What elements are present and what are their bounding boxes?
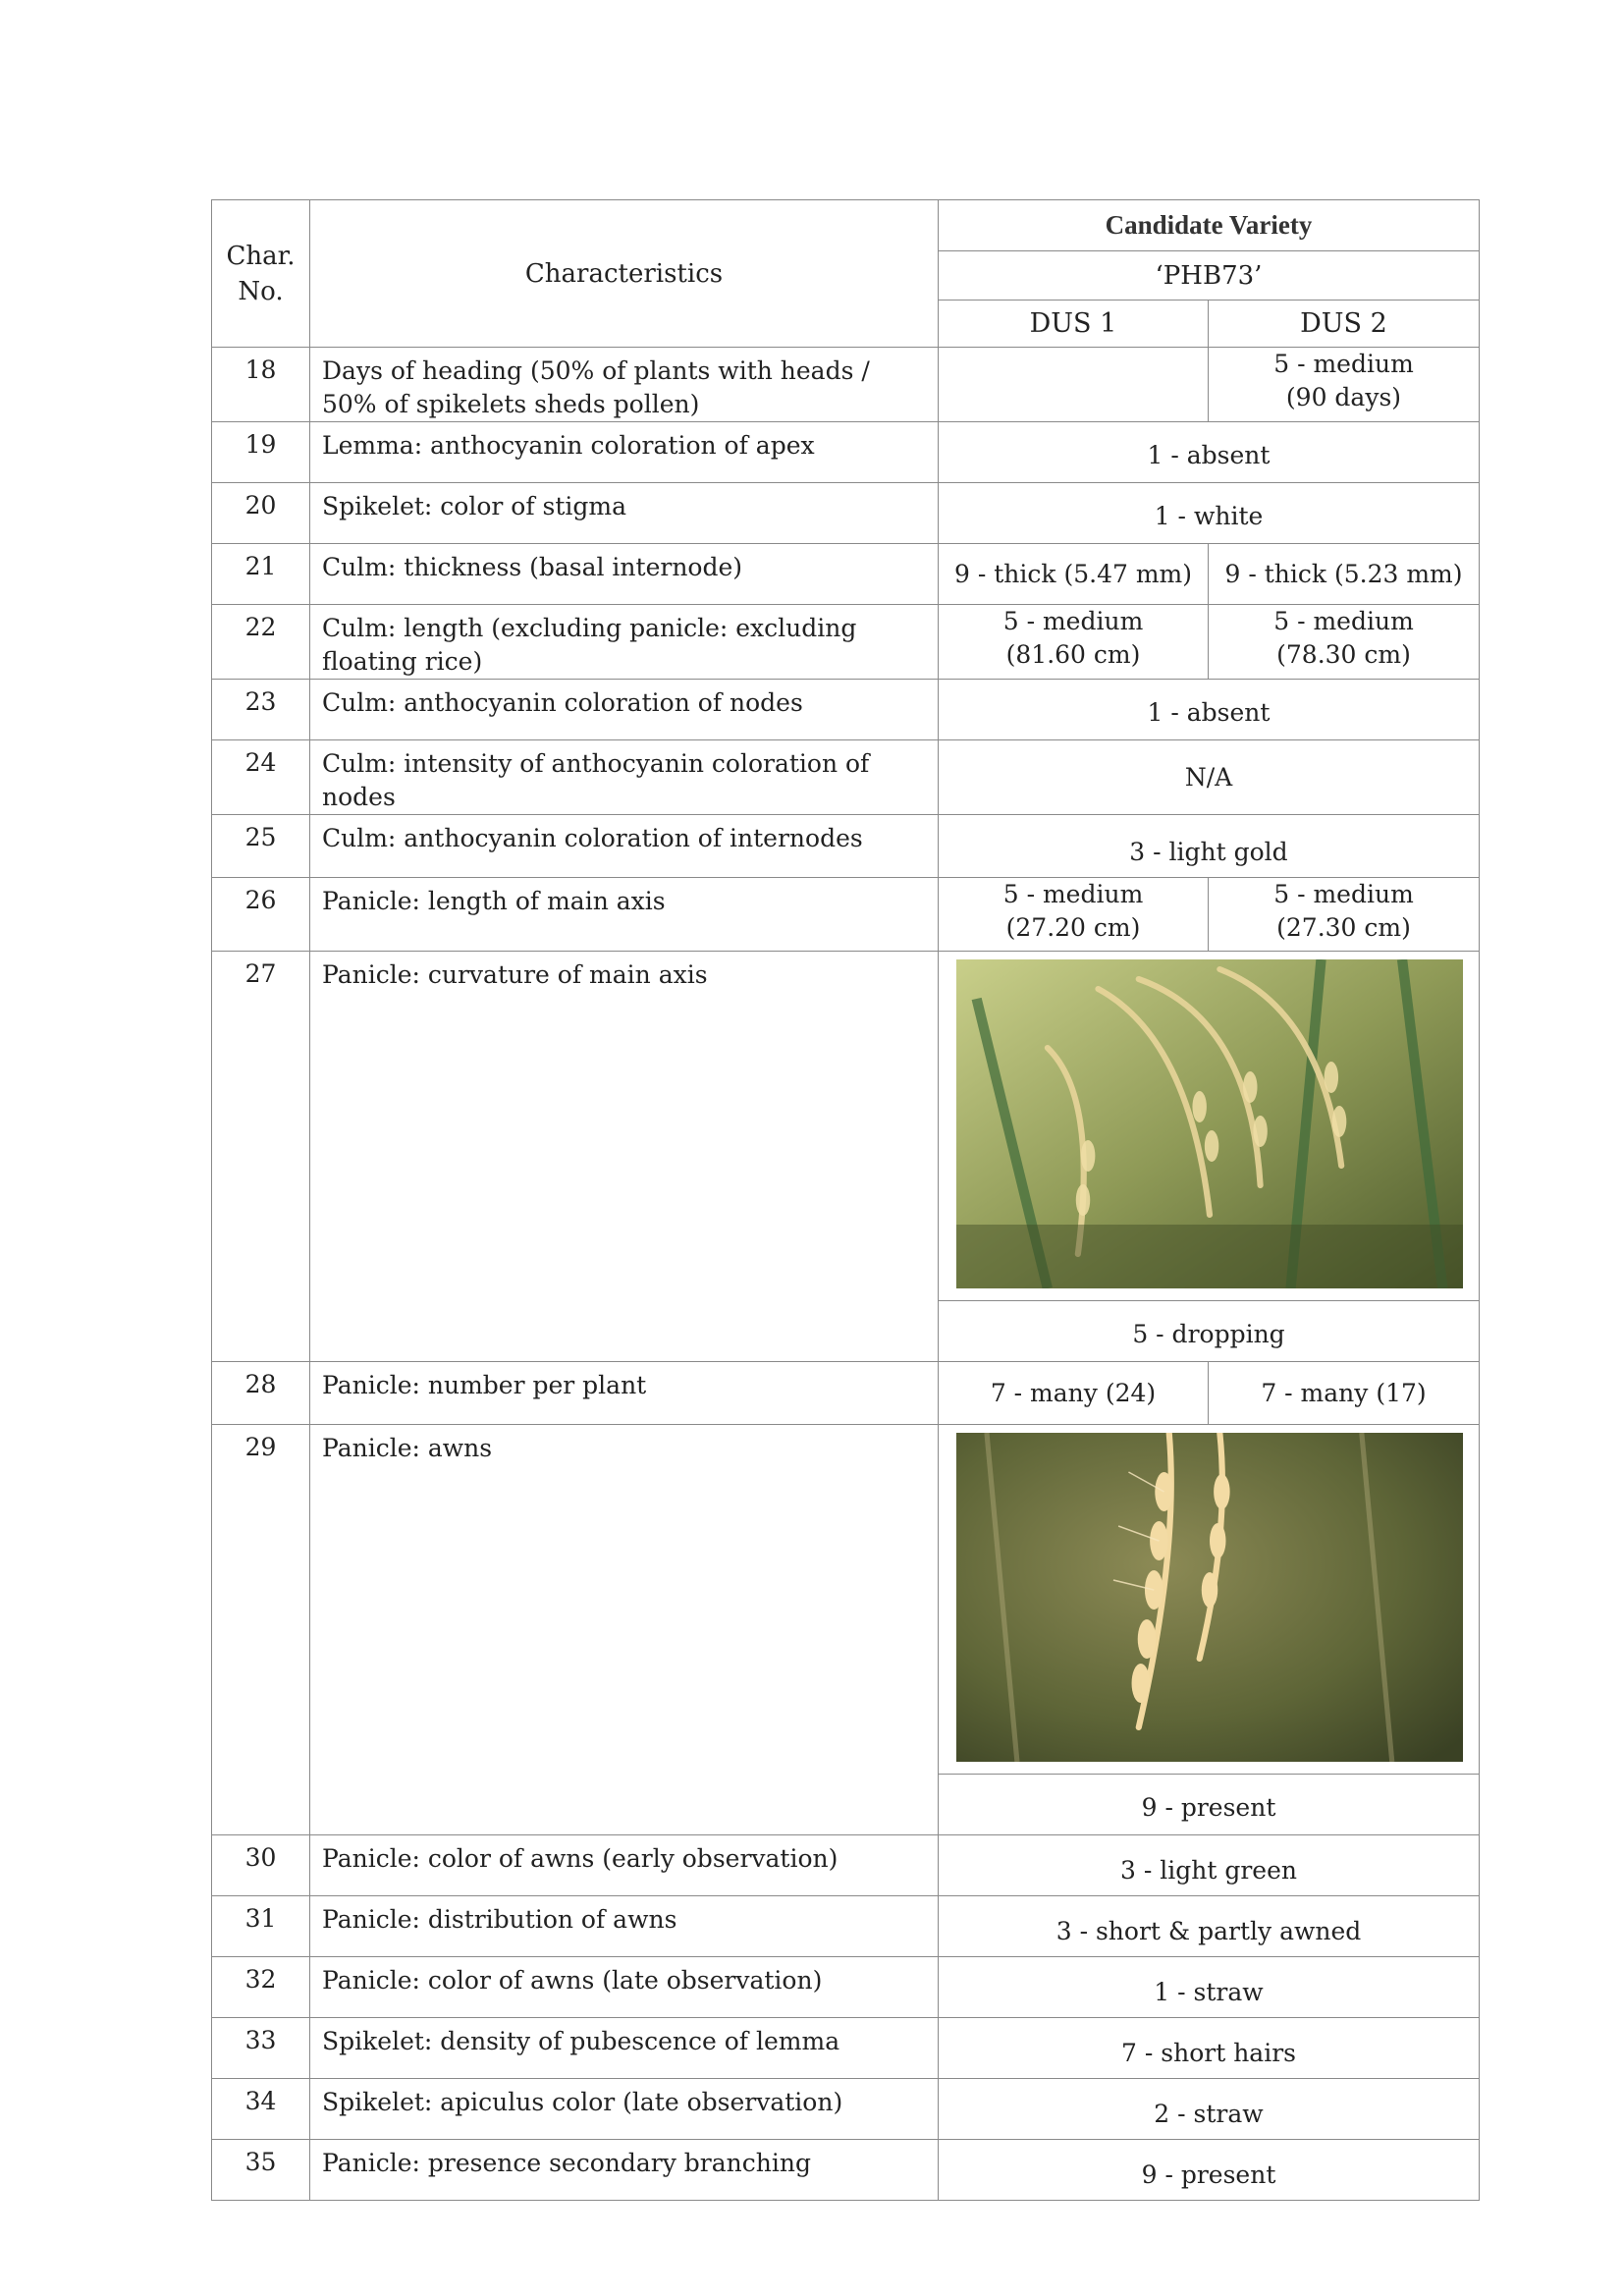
characteristic-text: Lemma: anthocyanin coloration of apex xyxy=(310,422,939,483)
photo-cell xyxy=(939,1425,1480,1775)
char-number: 22 xyxy=(212,605,310,680)
combined-value: 5 - dropping xyxy=(939,1301,1480,1362)
combined-value: 3 - light gold xyxy=(939,815,1480,878)
char-number: 32 xyxy=(212,1957,310,2018)
characteristic-text: Panicle: number per plant xyxy=(310,1362,939,1425)
combined-value: N/A xyxy=(939,740,1480,815)
characteristic-text: Spikelet: color of stigma xyxy=(310,483,939,544)
dus1-value: 9 - thick (5.47 mm) xyxy=(939,544,1209,605)
char-number: 26 xyxy=(212,878,310,952)
table-row xyxy=(212,878,1480,952)
table-row xyxy=(212,952,1480,1301)
characteristic-text: Panicle: color of awns (late observation) xyxy=(310,1957,939,2018)
characteristic-text: Spikelet: apiculus color (late observation) xyxy=(310,2079,939,2140)
combined-value: 3 - short & partly awned xyxy=(939,1896,1480,1957)
rice-panicle-photo xyxy=(956,959,1463,1288)
char-number: 33 xyxy=(212,2018,310,2079)
table-row xyxy=(212,1362,1480,1425)
dus1-value xyxy=(939,348,1209,422)
combined-value: 1 - white xyxy=(939,483,1480,544)
dus2-value: 5 - medium (78.30 cm) xyxy=(1209,605,1480,680)
char-number: 29 xyxy=(212,1425,310,1835)
characteristic-text: Culm: anthocyanin coloration of nodes xyxy=(310,680,939,740)
char-number: 19 xyxy=(212,422,310,483)
char-number: 24 xyxy=(212,740,310,815)
header-char-no: Char. No. xyxy=(212,200,310,348)
table-row xyxy=(212,2079,1480,2140)
table-row xyxy=(212,422,1480,483)
dus-characteristics-sheet xyxy=(211,199,1479,2201)
characteristic-text: Panicle: curvature of main axis xyxy=(310,952,939,1362)
characteristic-text: Spikelet: density of pubescence of lemma xyxy=(310,2018,939,2079)
characteristic-text: Panicle: awns xyxy=(310,1425,939,1835)
table-row xyxy=(212,1896,1480,1957)
dus2-value: 7 - many (17) xyxy=(1209,1362,1480,1425)
table-row xyxy=(212,1835,1480,1896)
characteristics-table xyxy=(211,199,1480,2201)
characteristic-text: Panicle: presence secondary branching xyxy=(310,2140,939,2201)
dus2-value: 5 - medium (90 days) xyxy=(1209,348,1480,422)
header-variety-name: ‘PHB73’ xyxy=(939,251,1480,301)
header-dus2: DUS 2 xyxy=(1209,301,1480,348)
combined-value: 3 - light green xyxy=(939,1835,1480,1896)
dus2-value: 9 - thick (5.23 mm) xyxy=(1209,544,1480,605)
table-row xyxy=(212,815,1480,878)
combined-value: 2 - straw xyxy=(939,2079,1480,2140)
characteristic-text: Panicle: distribution of awns xyxy=(310,1896,939,1957)
char-number: 34 xyxy=(212,2079,310,2140)
char-number: 28 xyxy=(212,1362,310,1425)
table-row xyxy=(212,680,1480,740)
char-number: 23 xyxy=(212,680,310,740)
char-number: 21 xyxy=(212,544,310,605)
header-candidate-variety: Candidate Variety xyxy=(939,200,1480,251)
characteristic-text: Culm: thickness (basal internode) xyxy=(310,544,939,605)
characteristic-text: Panicle: color of awns (early observation) xyxy=(310,1835,939,1896)
table-row xyxy=(212,740,1480,815)
rice-awns-photo xyxy=(956,1433,1463,1762)
char-number: 25 xyxy=(212,815,310,878)
combined-value: 7 - short hairs xyxy=(939,2018,1480,2079)
combined-value: 9 - present xyxy=(939,2140,1480,2201)
header-characteristics: Characteristics xyxy=(310,200,939,348)
char-number: 27 xyxy=(212,952,310,1362)
header-dus1: DUS 1 xyxy=(939,301,1209,348)
photo-cell xyxy=(939,952,1480,1301)
table-row xyxy=(212,2140,1480,2201)
table-row xyxy=(212,544,1480,605)
table-row xyxy=(212,2018,1480,2079)
characteristic-text: Culm: length (excluding panicle: excluding floating rice) xyxy=(310,605,939,680)
table-row xyxy=(212,1957,1480,2018)
combined-value: 1 - absent xyxy=(939,680,1480,740)
table-row xyxy=(212,1425,1480,1775)
table-row xyxy=(212,605,1480,680)
combined-value: 1 - straw xyxy=(939,1957,1480,2018)
char-number: 30 xyxy=(212,1835,310,1896)
table-row xyxy=(212,483,1480,544)
dus2-value: 5 - medium (27.30 cm) xyxy=(1209,878,1480,952)
combined-value: 9 - present xyxy=(939,1775,1480,1835)
dus1-value: 5 - medium (27.20 cm) xyxy=(939,878,1209,952)
characteristic-text: Days of heading (50% of plants with heads / 50% of spikelets sheds pollen) xyxy=(310,348,939,422)
dus1-value: 5 - medium (81.60 cm) xyxy=(939,605,1209,680)
characteristic-text: Panicle: length of main axis xyxy=(310,878,939,952)
combined-value: 1 - absent xyxy=(939,422,1480,483)
dus1-value: 7 - many (24) xyxy=(939,1362,1209,1425)
char-number: 18 xyxy=(212,348,310,422)
characteristic-text: Culm: anthocyanin coloration of internodes xyxy=(310,815,939,878)
char-number: 35 xyxy=(212,2140,310,2201)
characteristic-text: Culm: intensity of anthocyanin coloration of nodes xyxy=(310,740,939,815)
char-number: 31 xyxy=(212,1896,310,1957)
table-row xyxy=(212,348,1480,422)
char-number: 20 xyxy=(212,483,310,544)
